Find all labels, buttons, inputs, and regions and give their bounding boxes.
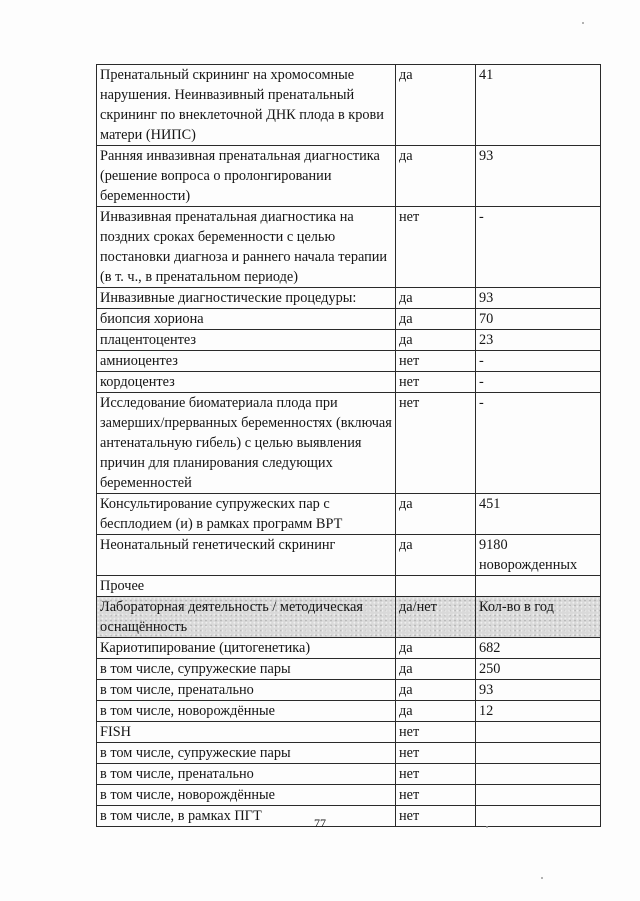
table-row [97, 393, 601, 494]
page-number: 77 [314, 816, 326, 830]
availability-cell: нет [396, 207, 476, 288]
count-cell: 70 [476, 309, 601, 330]
count-cell: 23 [476, 330, 601, 351]
service-name-cell: в том числе, супружеские пары [97, 659, 396, 680]
table-row [97, 351, 601, 372]
count-cell: - [476, 351, 601, 372]
availability-cell: да [396, 701, 476, 722]
availability-cell: да [396, 680, 476, 701]
availability-cell: нет [396, 372, 476, 393]
service-name-cell: плацентоцентез [97, 330, 396, 351]
count-cell: 93 [476, 680, 601, 701]
table-row [97, 743, 601, 764]
scan-speck [486, 826, 488, 828]
table-row [97, 494, 601, 535]
count-cell: 9180 новорожденных [476, 535, 601, 576]
table-row [97, 785, 601, 806]
section-header-count: Кол-во в год [476, 597, 601, 638]
count-cell [476, 764, 601, 785]
count-cell [476, 722, 601, 743]
availability-cell: нет [396, 785, 476, 806]
service-name-cell: в том числе, пренатально [97, 680, 396, 701]
table-row [97, 288, 601, 309]
count-cell: 93 [476, 288, 601, 309]
count-cell [476, 785, 601, 806]
table-row [97, 638, 601, 659]
availability-cell: да [396, 330, 476, 351]
availability-cell: нет [396, 806, 476, 827]
availability-cell: да [396, 638, 476, 659]
service-name-cell: Исследование биоматериала плода при замерших/прерванных беременностях (включая антенатальную гибель) с целью выявления причин для планирования следующих беременностей [97, 393, 396, 494]
service-name-cell: Ранняя инвазивная пренатальная диагностика (решение вопроса о пролонгировании беременности) [97, 146, 396, 207]
availability-cell: нет [396, 722, 476, 743]
count-cell: - [476, 207, 601, 288]
genetics-services-table [96, 64, 601, 827]
scan-speck [541, 877, 543, 879]
service-name-cell: Кариотипирование (цитогенетика) [97, 638, 396, 659]
service-name-cell: в том числе, пренатально [97, 764, 396, 785]
section-header-availability: да/нет [396, 597, 476, 638]
availability-cell: да [396, 659, 476, 680]
count-cell: 451 [476, 494, 601, 535]
section-header-row [97, 597, 601, 638]
availability-cell: да [396, 65, 476, 146]
service-name-cell: Неонатальный генетический скрининг [97, 535, 396, 576]
service-name-cell: Прочее [97, 576, 396, 597]
service-name-cell: Инвазивная пренатальная диагностика на поздних сроках беременности с целью постановки диагноза и раннего начала терапии (в т. ч., в пренатальном периоде) [97, 207, 396, 288]
service-name-cell: в том числе, новорождённые [97, 785, 396, 806]
service-name-cell: в том числе, супружеские пары [97, 743, 396, 764]
table-row [97, 659, 601, 680]
service-name-cell: в том числе, в рамках ПГТ [97, 806, 396, 827]
table-row [97, 207, 601, 288]
service-name-cell: Консультирование супружеских пар с бесплодием (и) в рамках программ ВРТ [97, 494, 396, 535]
count-cell: 41 [476, 65, 601, 146]
availability-cell [396, 576, 476, 597]
availability-cell: нет [396, 764, 476, 785]
service-name-cell: FISH [97, 722, 396, 743]
table-row [97, 680, 601, 701]
count-cell: - [476, 372, 601, 393]
table-row [97, 330, 601, 351]
count-cell [476, 743, 601, 764]
section-header-name: Лабораторная деятельность / методическая оснащённость [97, 597, 396, 638]
table-row [97, 309, 601, 330]
count-cell [476, 576, 601, 597]
table-row [97, 372, 601, 393]
availability-cell: нет [396, 393, 476, 494]
table-row [97, 701, 601, 722]
count-cell: 682 [476, 638, 601, 659]
service-name-cell: Инвазивные диагностические процедуры: [97, 288, 396, 309]
table-row [97, 146, 601, 207]
availability-cell: да [396, 288, 476, 309]
availability-cell: нет [396, 351, 476, 372]
service-name-cell: биопсия хориона [97, 309, 396, 330]
availability-cell: да [396, 146, 476, 207]
count-cell: 250 [476, 659, 601, 680]
count-cell: 93 [476, 146, 601, 207]
availability-cell: да [396, 309, 476, 330]
table-row [97, 764, 601, 785]
service-name-cell: Пренатальный скрининг на хромосомные нарушения. Неинвазивный пренатальный скрининг по внеклеточной ДНК плода в крови матери (НИПС) [97, 65, 396, 146]
service-name-cell: в том числе, новорождённые [97, 701, 396, 722]
availability-cell: нет [396, 743, 476, 764]
service-name-cell: кордоцентез [97, 372, 396, 393]
count-cell: 12 [476, 701, 601, 722]
service-name-cell: амниоцентез [97, 351, 396, 372]
table-row [97, 65, 601, 146]
scan-speck [582, 22, 584, 24]
table-row [97, 576, 601, 597]
availability-cell: да [396, 535, 476, 576]
table-row [97, 535, 601, 576]
table-row [97, 722, 601, 743]
count-cell: - [476, 393, 601, 494]
availability-cell: да [396, 494, 476, 535]
